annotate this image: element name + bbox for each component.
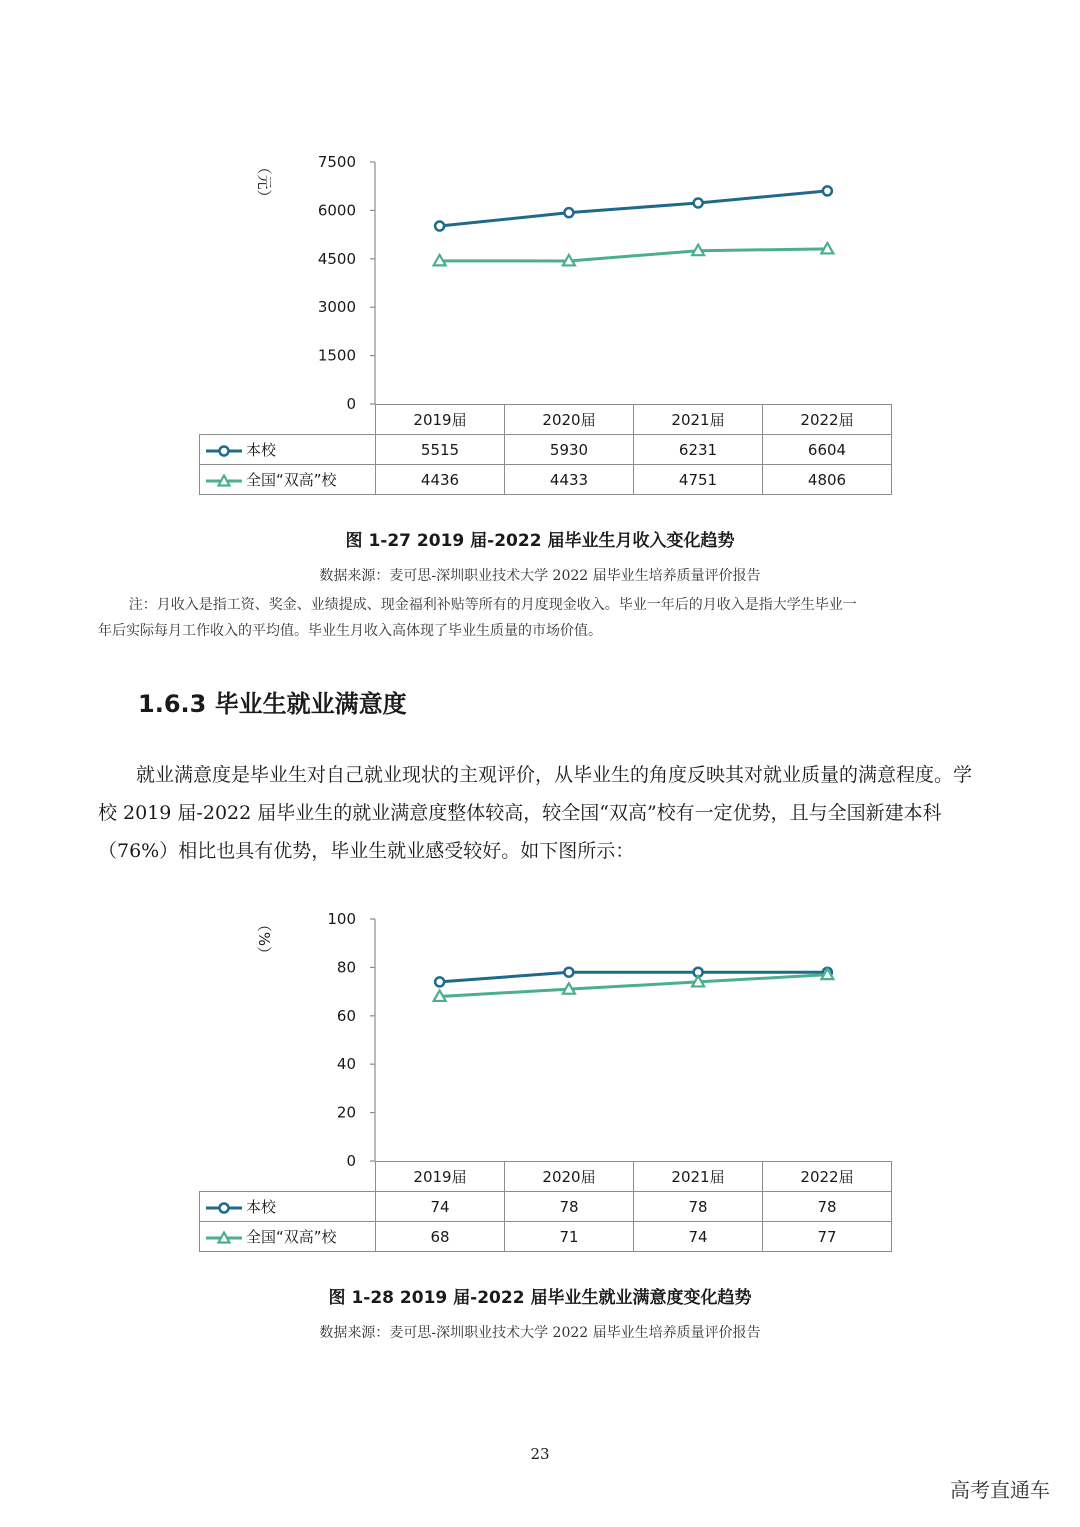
data-label: 6604 — [763, 435, 892, 465]
data-label: 6231 — [634, 435, 763, 465]
y-tick-label: 40 — [336, 1055, 356, 1074]
y-tick-label: 6000 — [317, 201, 356, 220]
column-header: 2019届 — [376, 1162, 505, 1192]
data-label: 4751 — [634, 465, 763, 495]
y-tick-label: 0 — [346, 395, 356, 413]
column-header: 2021届 — [634, 405, 763, 435]
data-label: 68 — [376, 1222, 505, 1252]
legend-national-label: 全国“双高”校 — [246, 1228, 337, 1246]
figure-caption-1: 图 1-27 2019 届-2022 届毕业生月收入变化趋势 — [345, 531, 735, 551]
satisfaction-data-table — [199, 1161, 892, 1252]
y-tick-label: 100 — [327, 910, 356, 928]
data-label: 4436 — [376, 465, 505, 495]
data-label: 4433 — [505, 465, 634, 495]
data-label: 5515 — [376, 435, 505, 465]
circle-marker-icon — [204, 1201, 244, 1215]
table-row-national — [200, 1222, 892, 1252]
figure-note-line-1: 注：月收入是指工资、奖金、业绩提成、现金福利补贴等所有的月度现金收入。毕业一年后的月收入是指大学生毕业一 — [128, 597, 857, 613]
data-label: 74 — [376, 1192, 505, 1222]
legend-school-label: 本校 — [246, 441, 277, 459]
y-tick-label: 3000 — [317, 298, 356, 317]
y-tick-label: 4500 — [317, 249, 356, 268]
column-header: 2022届 — [763, 405, 892, 435]
legend-school-label: 本校 — [246, 1198, 277, 1216]
legend-national-label: 全国“双高”校 — [246, 471, 337, 489]
y-tick-label: 1500 — [317, 346, 356, 365]
figure-source-2: 数据来源：麦可思-深圳职业技术大学 2022 届毕业生培养质量评价报告 — [319, 1325, 761, 1341]
y-tick-label: 60 — [336, 1006, 356, 1025]
page-number: 23 — [530, 1445, 550, 1463]
body-paragraph-text: 就业满意度是毕业生对自己就业现状的主观评价，从毕业生的角度反映其对就业质量的满意程度。学校 2019 届-2022 届毕业生的就业满意度整体较高，较全国“双高”校有一定优势，且与全国新建本科（76%）相比也具有优势，毕业生就业感受较好。如下图所示： — [98, 764, 973, 862]
column-header: 2019届 — [376, 405, 505, 435]
figure-source-1: 数据来源：麦可思-深圳职业技术大学 2022 届毕业生培养质量评价报告 — [319, 568, 761, 584]
watermark: 高考直通车 — [950, 1478, 1050, 1502]
data-point-national — [434, 990, 446, 1001]
data-label: 78 — [763, 1192, 892, 1222]
legend-national — [200, 1222, 376, 1252]
data-point-school — [435, 977, 444, 986]
data-point-national — [563, 983, 575, 994]
table-row-school — [200, 1192, 892, 1222]
table-header-row — [200, 1162, 892, 1192]
figure-caption-2: 图 1-28 2019 届-2022 届毕业生就业满意度变化趋势 — [328, 1288, 752, 1308]
y-tick-label: 7500 — [317, 153, 356, 171]
data-label: 5930 — [505, 435, 634, 465]
data-label: 77 — [763, 1222, 892, 1252]
data-label: 74 — [634, 1222, 763, 1252]
data-label: 71 — [505, 1222, 634, 1252]
column-header: 2021届 — [634, 1162, 763, 1192]
triangle-marker-icon — [204, 1231, 244, 1245]
y-tick-label: 20 — [336, 1103, 356, 1122]
y-tick-label: 0 — [346, 1152, 356, 1170]
y-axis-unit-label: （元） — [255, 159, 273, 205]
data-label: 78 — [505, 1192, 634, 1222]
column-header: 2020届 — [505, 1162, 634, 1192]
figure-note-line-2: 年后实际每月工作收入的平均值。毕业生月收入高体现了毕业生质量的市场价值。 — [98, 623, 602, 639]
data-label: 78 — [634, 1192, 763, 1222]
data-point-school — [564, 968, 573, 977]
data-label: 4806 — [763, 465, 892, 495]
column-header: 2020届 — [505, 405, 634, 435]
y-axis-unit-label: （%） — [255, 916, 273, 962]
legend-school — [200, 1192, 376, 1222]
column-header: 2022届 — [763, 1162, 892, 1192]
y-tick-label: 80 — [336, 958, 356, 977]
data-point-national — [692, 976, 704, 987]
section-heading: 1.6.3 毕业生就业满意度 — [138, 690, 407, 718]
